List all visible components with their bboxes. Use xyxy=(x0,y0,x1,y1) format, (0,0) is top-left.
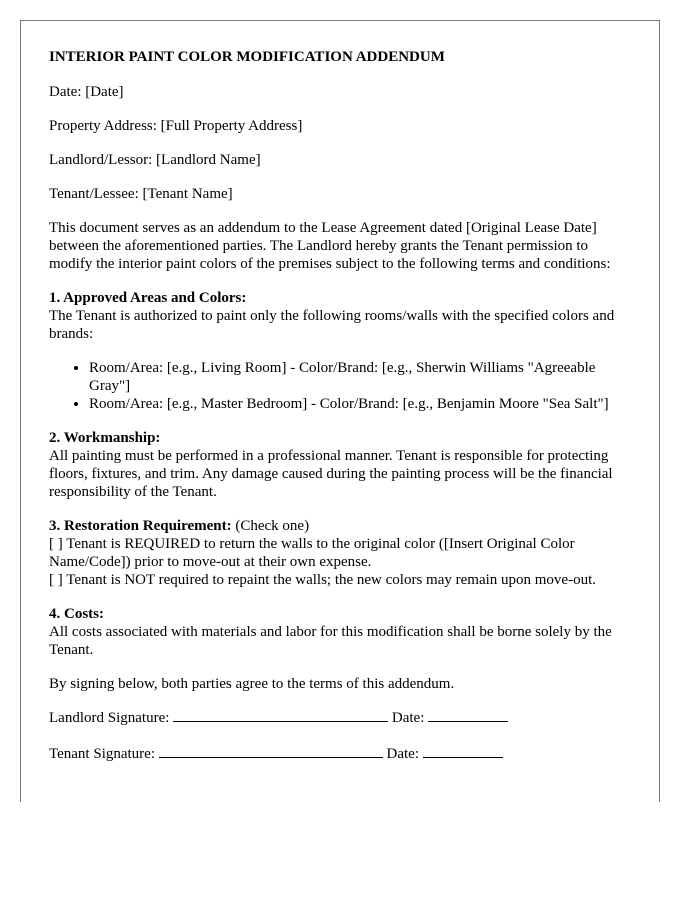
section-body: All costs associated with materials and labor for this modification shall be borne solely by the Tenant. xyxy=(49,624,612,658)
tenant-line: Tenant/Lessee: [Tenant Name] xyxy=(49,186,233,202)
list-item: • Room/Area: [e.g., Master Bedroom] - Color/Brand: [e.g., Benjamin Moore "Sea Salt"] xyxy=(89,395,631,413)
date-line: Date: [Date] xyxy=(49,84,124,100)
option-required: [ ] Tenant is REQUIRED to return the walls to the original color ([Insert Original Color Name/Code]) prior to move-out at their own expense. xyxy=(49,536,575,570)
date-label: Date: xyxy=(382,746,423,762)
landlord-line: Landlord/Lessor: [Landlord Name] xyxy=(49,152,261,168)
intro-paragraph: This document serves as an addendum to the Lease Agreement dated [Original Lease Date] between the aforementioned parties. The Landlord hereby grants the Tenant permission to modify the interior paint colors of the premises subject to the following terms and conditions: xyxy=(49,220,611,272)
section-heading: 4. Costs: xyxy=(49,606,104,622)
section-note: (Check one) xyxy=(231,518,310,534)
landlord-signature-blank xyxy=(173,709,388,722)
section-restoration xyxy=(49,517,631,589)
property-address-line: Property Address: [Full Property Address] xyxy=(49,118,303,134)
approved-colors-list xyxy=(49,359,631,413)
section-costs xyxy=(49,605,631,659)
document-title: INTERIOR PAINT COLOR MODIFICATION ADDENDUM xyxy=(49,49,445,65)
tenant-signature-line xyxy=(49,745,631,763)
tenant-date-blank xyxy=(423,745,503,758)
tenant-signature-label: Tenant Signature: xyxy=(49,746,159,762)
agreement-statement: By signing below, both parties agree to the terms of this addendum. xyxy=(49,676,455,692)
section-heading-line xyxy=(49,517,631,535)
landlord-signature-line xyxy=(49,709,631,727)
landlord-signature-label: Landlord Signature: xyxy=(49,710,174,726)
section-approved-areas xyxy=(49,289,631,413)
section-heading: 3. Restoration Requirement: xyxy=(49,518,232,534)
list-item: • Room/Area: [e.g., Living Room] - Color/Brand: [e.g., Sherwin Williams "Agreeable Gray"] xyxy=(89,359,631,395)
option-not-required: [ ] Tenant is NOT required to repaint the walls; the new colors may remain upon move-out. xyxy=(49,572,597,588)
addendum-document xyxy=(20,20,660,802)
section-body: The Tenant is authorized to paint only the following rooms/walls with the specified colors and brands: xyxy=(49,308,615,342)
landlord-date-blank xyxy=(428,709,508,722)
date-label: Date: xyxy=(388,710,429,726)
section-workmanship xyxy=(49,429,631,501)
tenant-signature-blank xyxy=(159,745,383,758)
section-body: All painting must be performed in a professional manner. Tenant is responsible for protecting floors, fixtures, and trim. Any damage caused during the painting process will be the financial responsibility of the Tenant. xyxy=(49,448,613,500)
section-heading: 2. Workmanship: xyxy=(49,430,161,446)
section-heading: 1. Approved Areas and Colors: xyxy=(49,290,247,306)
